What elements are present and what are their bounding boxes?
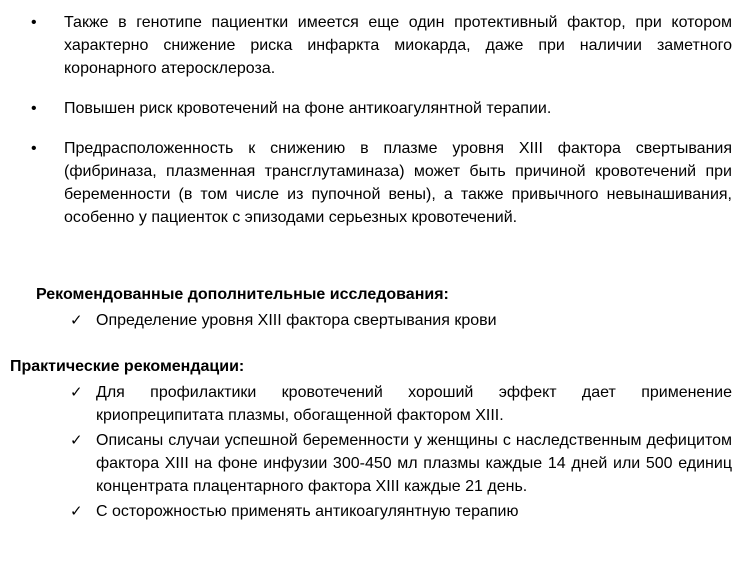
finding-text: Предрасположенность к снижению в плазме уровня XIII фактора свертывания (фибриназа, плазменная трансглутаминаза) может быть причиной кровотечений при беременности (в том числе из пупочной вены), а также привычного невынашивания, особенно у пациенток с эпизодами серьезных кровотечений. xyxy=(64,140,732,226)
checkmark-icon: ✓ xyxy=(70,311,83,329)
findings-list xyxy=(0,11,750,246)
practical-item xyxy=(0,500,750,523)
bullet-marker: • xyxy=(31,14,37,31)
bullet-marker: • xyxy=(31,140,37,157)
practical-text: Для профилактики кровотечений хороший эффект дает применение криопреципитата плазмы, обогащенной фактором XIII. xyxy=(96,384,732,424)
checkmark-icon: ✓ xyxy=(70,502,83,520)
practical-text: С осторожностью применять антикоагулянтную терапию xyxy=(96,503,519,520)
extra-tests-list xyxy=(0,309,750,334)
finding-item xyxy=(0,97,750,120)
extra-test-text: Определение уровня XIII фактора свертывания крови xyxy=(96,312,497,329)
extra-test-item xyxy=(0,309,750,332)
checkmark-icon: ✓ xyxy=(70,431,83,449)
finding-text: Повышен риск кровотечений на фоне антикоагулянтной терапии. xyxy=(64,100,552,117)
practical-heading: Практические рекомендации: xyxy=(10,358,245,375)
finding-text: Также в генотипе пациентки имеется еще один протективный фактор, при котором характерно снижение риска инфаркта миокарда, даже при наличии заметного коронарного атеросклероза. xyxy=(64,14,732,77)
practical-item xyxy=(0,381,750,427)
finding-item xyxy=(0,11,750,80)
extra-tests-heading: Рекомендованные дополнительные исследования: xyxy=(36,286,449,303)
checkmark-icon: ✓ xyxy=(70,383,83,401)
bullet-marker: • xyxy=(31,100,37,117)
practical-list xyxy=(0,381,750,525)
practical-item xyxy=(0,429,750,498)
practical-text: Описаны случаи успешной беременности у женщины с наследственным дефицитом фактора XIII на фоне инфузии 300-450 мл плазмы каждые 14 дней или 500 единиц концентрата плацентарного фактора XIII каждые 21 день. xyxy=(96,432,732,495)
finding-item xyxy=(0,137,750,229)
